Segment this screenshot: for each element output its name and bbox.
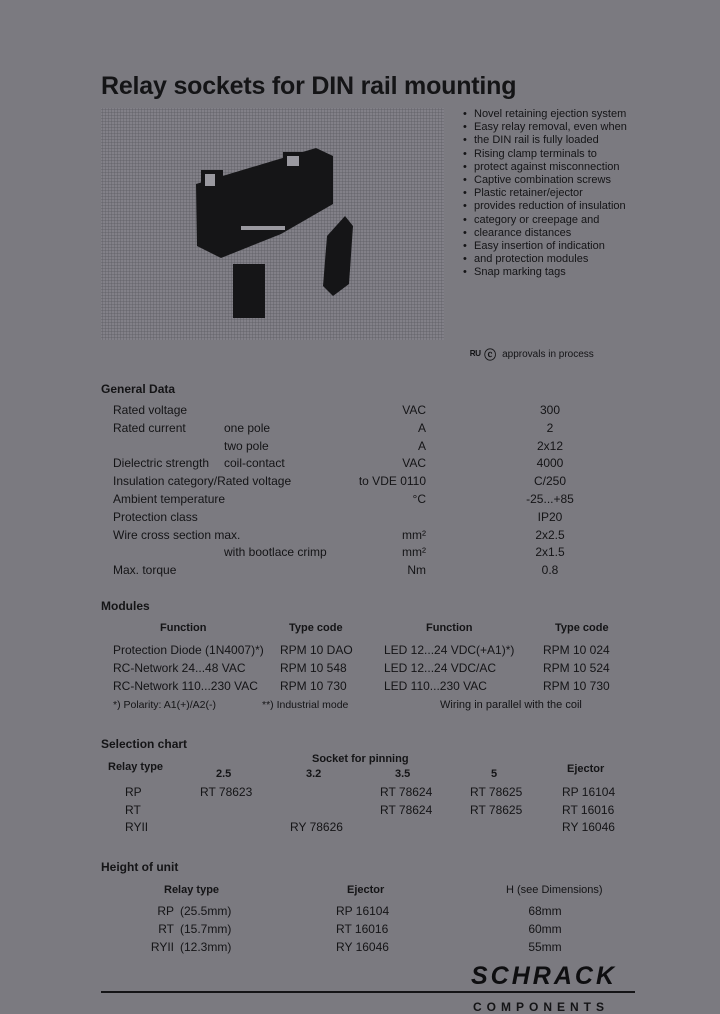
general-label: Insulation category/Rated voltage [113, 474, 292, 489]
module-function: LED 12...24 VDC(+A1)*) [384, 643, 515, 657]
height-relay-type: RYII [150, 940, 174, 954]
selection-col-relay-type: Relay type [108, 761, 164, 773]
selection-ejector: RT 16016 [562, 802, 615, 817]
general-unit: A [417, 438, 426, 453]
feature-item: • Easy relay removal, even when [460, 121, 720, 134]
schrack-components-label: COMPONENTS [473, 1000, 610, 1014]
feature-item: • category or creepage and [460, 214, 720, 227]
general-label: Protection class [113, 509, 198, 524]
selection-socket-3-2: RY 78626 [290, 820, 343, 834]
modules-col-function-1: Function [160, 622, 207, 634]
relay-socket-illustration [101, 108, 444, 340]
modules-footnote-polarity: *) Polarity: A1(+)/A2(-) [113, 699, 216, 711]
general-label: Ambient temperature [113, 492, 226, 506]
selection-chart-heading: Selection chart [101, 737, 188, 751]
module-typecode: RPM 10 730 [543, 679, 610, 693]
selection-socket-5: RT 78625 [470, 802, 523, 817]
general-sub: two pole [224, 438, 269, 453]
height-relay-size: (12.3mm) [180, 940, 232, 954]
product-photo [101, 108, 444, 340]
height-value: 55mm [528, 940, 562, 954]
selection-socket-3-5: RT 78624 [380, 785, 433, 799]
height-relay-size: (25.5mm) [180, 904, 232, 918]
module-function: RC-Network 24...48 VAC [113, 661, 246, 675]
general-unit: Nm [407, 563, 426, 578]
general-sub: with bootlace crimp [224, 545, 327, 560]
feature-list [460, 108, 720, 280]
height-value: 68mm [528, 904, 562, 918]
module-function: Protection Diode (1N4007)*) [113, 643, 264, 657]
general-value: -25...+85 [526, 492, 574, 506]
general-value: 300 [539, 403, 561, 417]
height-value: 60mm [528, 922, 562, 936]
selection-col-ejector: Ejector [567, 763, 605, 775]
feature-item: • Novel retaining ejection system [460, 108, 720, 121]
modules-col-function-2: Function [426, 622, 473, 634]
module-function: LED 12...24 VDC/AC [384, 661, 497, 675]
feature-item: • and protection modules [460, 253, 720, 266]
module-typecode: RPM 10 548 [280, 661, 347, 675]
general-sub: coil-contact [224, 456, 285, 471]
height-relay-type: RT [158, 922, 174, 936]
module-typecode: RPM 10 DAO [280, 643, 353, 657]
feature-item: • provides reduction of insulation [460, 200, 720, 213]
general-label: Rated current [113, 420, 186, 435]
height-ejector: RP 16104 [336, 904, 390, 918]
selection-ejector: RP 16104 [562, 785, 616, 799]
height-ejector: RT 16016 [336, 922, 389, 936]
height-col-ejector: Ejector [347, 884, 385, 896]
feature-item: • Snap marking tags [460, 266, 720, 279]
general-unit: mm² [402, 527, 426, 542]
page-title: Relay sockets for DIN rail mounting [101, 72, 517, 100]
general-unit: °C [412, 492, 426, 506]
selection-relay-type: RYII [125, 820, 149, 834]
approval-marks: ᴿᵁ ⓒ [470, 348, 497, 362]
module-function: RC-Network 110...230 VAC [113, 679, 258, 693]
general-value: 2 [546, 420, 554, 435]
general-value: 4000 [536, 456, 564, 471]
height-ejector: RY 16046 [336, 940, 389, 954]
general-unit: A [417, 420, 426, 435]
selection-pin-2-5: 2.5 [216, 768, 232, 780]
module-typecode: RPM 10 730 [280, 679, 347, 693]
feature-item: • Captive combination screws [460, 174, 720, 187]
height-col-h: H (see Dimensions) [506, 884, 603, 896]
height-relay-type: RP [157, 904, 174, 918]
general-label: Max. torque [113, 563, 177, 578]
module-typecode: RPM 10 024 [543, 643, 610, 657]
selection-ejector: RY 16046 [562, 820, 615, 834]
selection-col-socket: Socket for pinning [312, 753, 409, 765]
feature-item: • protect against misconnection [460, 161, 720, 174]
modules-footnote-wiring: Wiring in parallel with the coil [440, 699, 582, 711]
approval-text: approvals in process [502, 349, 594, 360]
module-typecode: RPM 10 524 [543, 661, 610, 675]
footer-rule [101, 991, 635, 993]
general-value: 2x12 [536, 438, 564, 453]
general-value: 2x1.5 [535, 545, 565, 560]
general-data-heading: General Data [101, 382, 176, 396]
schrack-logo: SCHRACK [471, 962, 617, 990]
general-value: C/250 [533, 474, 567, 489]
general-value: 2x2.5 [535, 527, 565, 542]
general-sub: one pole [224, 420, 271, 435]
selection-socket-2-5: RT 78623 [200, 785, 253, 799]
modules-heading: Modules [101, 599, 150, 613]
general-label: Dielectric strength [113, 456, 210, 471]
height-relay-size: (15.7mm) [180, 922, 232, 936]
height-col-relay-type: Relay type [164, 884, 220, 896]
feature-item: • Plastic retainer/ejector [460, 187, 720, 200]
selection-relay-type: RT [125, 802, 141, 817]
general-value: IP20 [537, 509, 563, 524]
feature-item: • the DIN rail is fully loaded [460, 134, 720, 147]
modules-footnote-industrial: **) Industrial mode [262, 699, 349, 711]
modules-col-typecode-2: Type code [555, 622, 609, 634]
general-unit: VAC [402, 456, 426, 471]
selection-pin-5: 5 [491, 768, 498, 780]
selection-socket-3-5: RT 78624 [380, 802, 433, 817]
general-unit: to VDE 0110 [358, 474, 426, 489]
module-function: LED 110...230 VAC [384, 679, 487, 693]
selection-pin-3-5: 3.5 [395, 768, 411, 780]
general-unit: VAC [402, 403, 426, 417]
selection-socket-5: RT 78625 [470, 785, 523, 799]
approval-note [470, 346, 594, 363]
general-unit: mm² [402, 545, 426, 560]
feature-item: • Rising clamp terminals to [460, 148, 720, 161]
general-value: 0.8 [541, 563, 559, 578]
selection-relay-type: RP [125, 785, 142, 799]
general-label: Rated voltage [113, 403, 188, 417]
feature-item: • Easy insertion of indication [460, 240, 720, 253]
modules-col-typecode-1: Type code [289, 622, 343, 634]
height-heading: Height of unit [101, 860, 179, 874]
feature-item: • clearance distances [460, 227, 720, 240]
selection-pin-3-2: 3.2 [306, 768, 322, 780]
general-label: Wire cross section max. [113, 527, 241, 542]
